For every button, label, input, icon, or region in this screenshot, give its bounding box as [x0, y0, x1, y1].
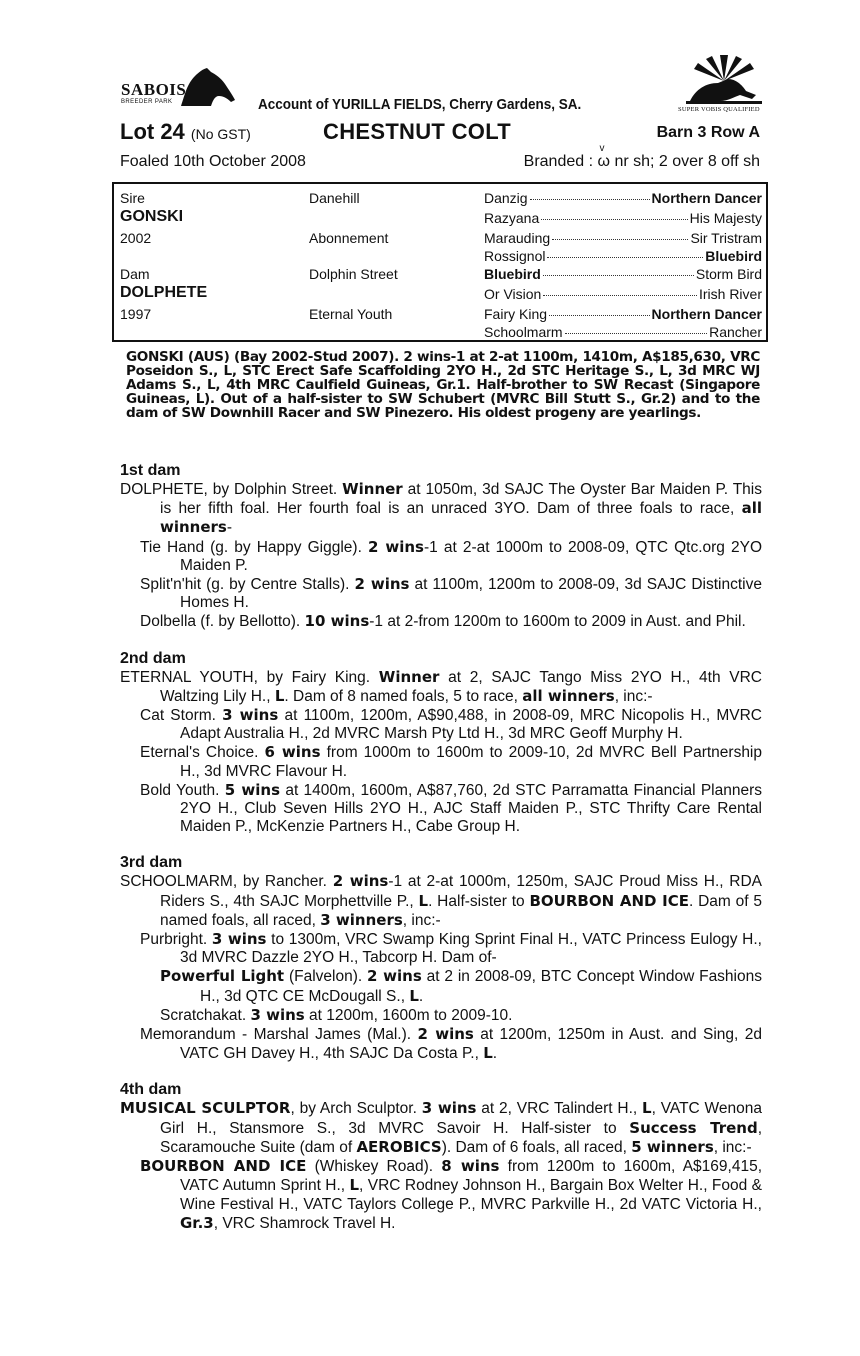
- g3-right: Northern Dancer: [651, 190, 762, 206]
- foal-entry: Memorandum - Marshal James (Mal.). 2 wins at 1200m, 1250m in Aust. and Sing, 2d VATC GH Davey H., 4th SAJC Da Costa P., L.: [140, 1025, 762, 1063]
- g3-right: Storm Bird: [695, 266, 762, 282]
- sire-name: GONSKI: [120, 208, 184, 225]
- g3-left: Razyana: [484, 210, 540, 226]
- family-content: [120, 462, 762, 1251]
- g3-row: [484, 286, 762, 302]
- dam-sire: Dolphin Street: [309, 266, 398, 282]
- foal-entry: Bold Youth. 5 wins at 1400m, 1600m, A$87,760, 2d STC Parramatta Financial Planners 2YO H., Club Seven Hills 2YO H., AJC Staff Maiden P., STC Thrifty Care Rental Maiden P., McKenzie Partners H., Cabe Group H.: [140, 780, 763, 836]
- branded-suffix: nr sh; 2 over 8 off sh: [614, 153, 760, 170]
- lot-description: CHESTNUT COLT: [323, 119, 512, 144]
- foal-entry: Dolbella (f. by Bellotto). 10 wins-1 at 2-from 1200m to 1600m to 2009 in Aust. and Phil.: [140, 612, 746, 631]
- account-line: Account of YURILLA FIELDS, Cherry Gardens, SA.: [258, 96, 582, 113]
- fourth-dam-main: MUSICAL SCULPTOR, by Arch Sculptor. 3 wins at 2, VRC Talindert H., L, VATC Wenona Girl H., Stansmore S., 3d MVRC Savoir H. Half-sister to Success Trend, Scaramouche Suite (dam of AEROBICS). Dam of 6 foals, all raced, 5 winners, inc:-: [120, 1099, 763, 1156]
- lot-number: [120, 119, 251, 145]
- third-dam-section: [120, 854, 762, 1063]
- sabois-logo: [121, 66, 236, 110]
- g3-left: Fairy King: [484, 306, 548, 322]
- sunburst-horse-icon: [684, 55, 764, 105]
- g3-row: [484, 210, 762, 226]
- second-dam-main: ETERNAL YOUTH, by Fairy King. Winner at 2, SAJC Tango Miss 2YO H., 4th VRC Waltzing Lily H., L. Dam of 8 named foals, 5 to race, all winners, inc:-: [120, 667, 762, 705]
- sire-year: 2002: [120, 230, 152, 246]
- foal-entry: BOURBON AND ICE (Whiskey Road). 8 wins from 1200m to 1600m, A$169,415, VATC Autumn Sprint H., L, VRC Rodney Johnson H., Bargain Box Welter H., Food & Wine Festival H., VATC Taylors College P., MVRC Parkville H., 2d VATC Victoria H., Gr.3, VRC Shamrock Travel H.: [140, 1157, 763, 1232]
- foaled-date: Foaled 10th October 2008: [120, 153, 306, 170]
- g3-left: Rossignol: [484, 248, 546, 264]
- grandfoal-entry: Powerful Light (Falvelon). 2 wins at 2 in 2008-09, BTC Concept Window Fashions H., 3d QTC CE McDougall S., L.: [160, 967, 762, 1005]
- dam-year: 1997: [120, 306, 152, 322]
- g3-right: Sir Tristram: [690, 230, 762, 246]
- first-dam-main: DOLPHETE, by Dolphin Street. Winner at 1050m, 3d SAJC The Oyster Bar Maiden P. This is her fifth foal. Her fourth foal is an unraced 3YO. Dam of three foals to race, all winners-: [120, 480, 762, 537]
- lot-label: Lot 24: [120, 119, 185, 144]
- brand-mark: [597, 143, 610, 171]
- foal-entry: Cat Storm. 3 wins at 1100m, 1200m, A$90,488, in 2008-09, MRC Nicopolis H., MVRC Adapt Australia H., 2d MVRC Marsh Pty Ltd H., 3d MRC Geoff Murphy H.: [140, 706, 762, 743]
- branded-prefix: Branded :: [523, 153, 594, 170]
- gst-note: (No GST): [190, 126, 251, 142]
- g3-left: Bluebird: [484, 266, 541, 282]
- third-dam-main: SCHOOLMARM, by Rancher. 2 wins-1 at 2-at 1000m, 1250m, SAJC Proud Miss H., RDA Riders S., 4th SAJC Morphettville P., L. Half-sister to BOURBON AND ICE. Dam of 5 named foals, all raced, 3 winners, inc:-: [120, 872, 763, 929]
- dam-label: Dam: [120, 266, 150, 282]
- g3-left: Danzig: [484, 190, 528, 206]
- pedigree-table: [112, 182, 768, 342]
- g3-right: Rancher: [709, 324, 762, 340]
- foal-entry: Eternal's Choice. 6 wins from 1000m to 1600m to 2009-10, 2d MVRC Bell Partnership H., 3d MVRC Flavour H.: [140, 743, 763, 780]
- brand-symbol: ω: [597, 153, 610, 170]
- g3-right: Bluebird: [705, 248, 762, 264]
- g3-row: [484, 248, 762, 264]
- sire-description: GONSKI (AUS) (Bay 2002-Stud 2007). 2 wins-1 at 2-at 1100m, 1410m, A$185,630, VRC Poseidon S., L, STC Erect Safe Scaffolding 2YO H., 2d STC Heritage S., L, 3d MRC WJ Adams S., L, 4th MRC Caulfield Guineas, Gr.1. Half-brother to SW Recast (Singapore Guineas, L). Out of a half-sister to SW Schubert (MVRC Bill Stutt S., Gr.2) and to the dam of SW Downhill Racer and SW Pinezero. His oldest progeny are yearlings.: [126, 349, 760, 421]
- fourth-dam-section: [120, 1081, 762, 1232]
- super-vobis-subtext: SUPER VOBIS QUALIFIED: [678, 106, 760, 113]
- second-dam-heading: 2nd dam: [120, 649, 186, 667]
- sire-sire: Danehill: [309, 190, 360, 206]
- g3-right: His Majesty: [689, 210, 762, 226]
- branded-info: [523, 143, 760, 171]
- foal-entry: Split'n'hit (g. by Centre Stalls). 2 wins at 1100m, 1200m to 2008-09, 3d SAJC Distinctive Homes H.: [140, 575, 762, 612]
- g3-row: [484, 266, 762, 282]
- foal-entry: Purbright. 3 wins to 1300m, VRC Swamp King Sprint Final H., VATC Princess Eulogy H., 3d MVRC Dazzle 2YO H., Tabcorp H. Dam of-: [140, 930, 762, 967]
- dam-name: DOLPHETE: [120, 284, 208, 301]
- sire-label: Sire: [120, 190, 145, 206]
- g3-row: [484, 324, 762, 340]
- third-dam-heading: 3rd dam: [120, 854, 183, 872]
- g3-row: [484, 190, 762, 206]
- g3-row: [484, 230, 762, 246]
- g3-right: Irish River: [698, 286, 762, 302]
- grandfoal-entry: Scratchakat. 3 wins at 1200m, 1600m to 2009-10.: [160, 1005, 513, 1024]
- horse-head-icon: [177, 66, 237, 110]
- g3-row: [484, 306, 762, 322]
- sabois-logo-text: SABOIS: [121, 80, 187, 99]
- g3-right: Northern Dancer: [651, 306, 762, 322]
- super-vobis-logo: [678, 55, 770, 117]
- g3-left: Schoolmarm: [484, 324, 563, 340]
- fourth-dam-heading: 4th dam: [120, 1081, 182, 1099]
- g3-left: Marauding: [484, 230, 551, 246]
- sire-dam: Abonnement: [309, 230, 389, 246]
- first-dam-heading: 1st dam: [120, 462, 181, 479]
- first-dam-section: [120, 462, 762, 632]
- second-dam-section: [120, 650, 762, 837]
- dam-dam: Eternal Youth: [309, 306, 393, 322]
- brand-accent: v: [599, 143, 605, 154]
- barn-location: Barn 3 Row A: [656, 124, 760, 141]
- sabois-logo-subtext: BREEDER PARK: [121, 99, 173, 105]
- foal-entry: Tie Hand (g. by Happy Giggle). 2 wins-1 at 2-at 1000m to 2008-09, QTC Qtc.org 2YO Maiden P.: [140, 537, 763, 574]
- g3-left: Or Vision: [484, 286, 542, 302]
